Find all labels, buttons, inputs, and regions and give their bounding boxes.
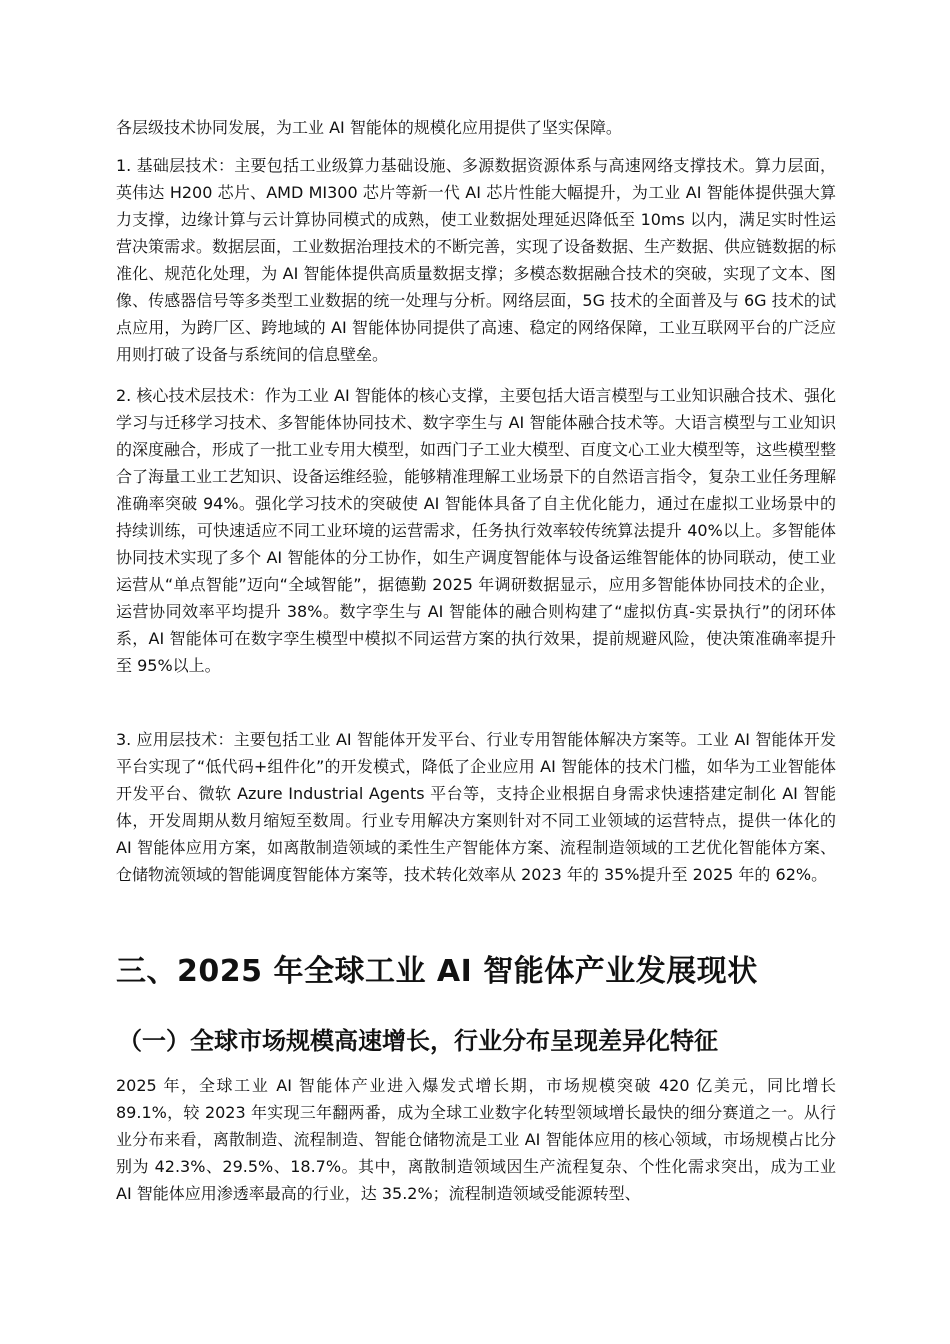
paragraph-market-size: 2025 年，全球工业 AI 智能体产业进入爆发式增长期，市场规模突破 420 亿美元，同比增长 89.1%，较 2023 年实现三年翻两番，成为全球工业数字化转型领域增长最快的细分赛道之一。从行业分布来看，离散制造、流程制造、智能仓储物流是工业 AI 智能体应用的核心领域，市场规模占比分别为 42.3%、29.5%、18.7%。其中，离散制造领域因生产流程复杂、个性化需求突出，成为工业 AI 智能体应用渗透率最高的行业，达 35.2%；流程制造领域受能源转型、 xyxy=(116,1076,836,1203)
subsection-heading: （一）全球市场规模高速增长，行业分布呈现差异化特征 xyxy=(118,1027,718,1055)
paragraph-core-tech-layer: 2. 核心技术层技术：作为工业 AI 智能体的核心支撑，主要包括大语言模型与工业知识融合技术、强化学习与迁移学习技术、多智能体协同技术、数字孪生与 AI 智能体融合技术等。大语言模型与工业知识的深度融合，形成了一批工业专用大模型，如西门子工业大模型、百度文心工业大模型等，这些模型整合了海量工业工艺知识、设备运维经验，能够精准理解工业场景下的自然语言指令，复杂工业任务理解准确率突破 94%。强化学习技术的突破使 AI 智能体具备了自主优化能力，通过在虚拟工业场景中的持续训练，可快速适应不同工业环境的运营需求，任务执行效率较传统算法提升 40%以上。多智能体协同技术实现了多个 AI 智能体的分工协作，如生产调度智能体与设备运维智能体的协同联动，使工业运营从“单点智能”迈向“全域智能”，据德勤 2025 年调研数据显示，应用多智能体协同技术的企业，运营协同效率平均提升 38%。数字孪生与 AI 智能体的融合则构建了“虚拟仿真-实景执行”的闭环体系，AI 智能体可在数字孪生模型中模拟不同运营方案的执行效果，提前规避风险，使决策准确率提升至 95%以上。 xyxy=(116,386,837,675)
paragraph-foundation-layer: 1. 基础层技术：主要包括工业级算力基础设施、多源数据资源体系与高速网络支撑技术。算力层面，英伟达 H200 芯片、AMD MI300 芯片等新一代 AI 芯片性能大幅提升，为工业 AI 智能体提供强大算力支撑，边缘计算与云计算协同模式的成熟，使工业数据处理延迟降低至 10ms 以内，满足实时性运营决策需求。数据层面，工业数据治理技术的不断完善，实现了设备数据、生产数据、供应链数据的标准化、规范化处理，为 AI 智能体提供高质量数据支撑；多模态数据融合技术的突破，实现了文本、图像、传感器信号等多类型工业数据的统一处理与分析。网络层面，5G 技术的全面普及与 6G 技术的试点应用，为跨厂区、跨地域的 AI 智能体协同提供了高速、稳定的网络保障，工业互联网平台的广泛应用则打破了设备与系统间的信息壁垒。 xyxy=(116,156,837,364)
section-heading: 三、2025 年全球工业 AI 智能体产业发展现状 xyxy=(116,954,758,989)
paragraph-application-layer: 3. 应用层技术：主要包括工业 AI 智能体开发平台、行业专用智能体解决方案等。工业 AI 智能体开发平台实现了“低代码+组件化”的开发模式，降低了企业应用 AI 智能体的技术门槛，如华为工业智能体开发平台、微软 Azure Industrial Agents 平台等，支持企业根据自身需求快速搭建定制化 AI 智能体，开发周期从数月缩短至数周。行业专用解决方案则针对不同工业领域的运营特点，提供一体化的 AI 智能体应用方案，如离散制造领域的柔性生产智能体方案、流程制造领域的工艺优化智能体方案、仓储物流领域的智能调度智能体方案等，技术转化效率从 2023 年的 35%提升至 2025 年的 62%。 xyxy=(116,730,836,884)
paragraph-intro: 各层级技术协同发展，为工业 AI 智能体的规模化应用提供了坚实保障。 xyxy=(116,118,622,137)
